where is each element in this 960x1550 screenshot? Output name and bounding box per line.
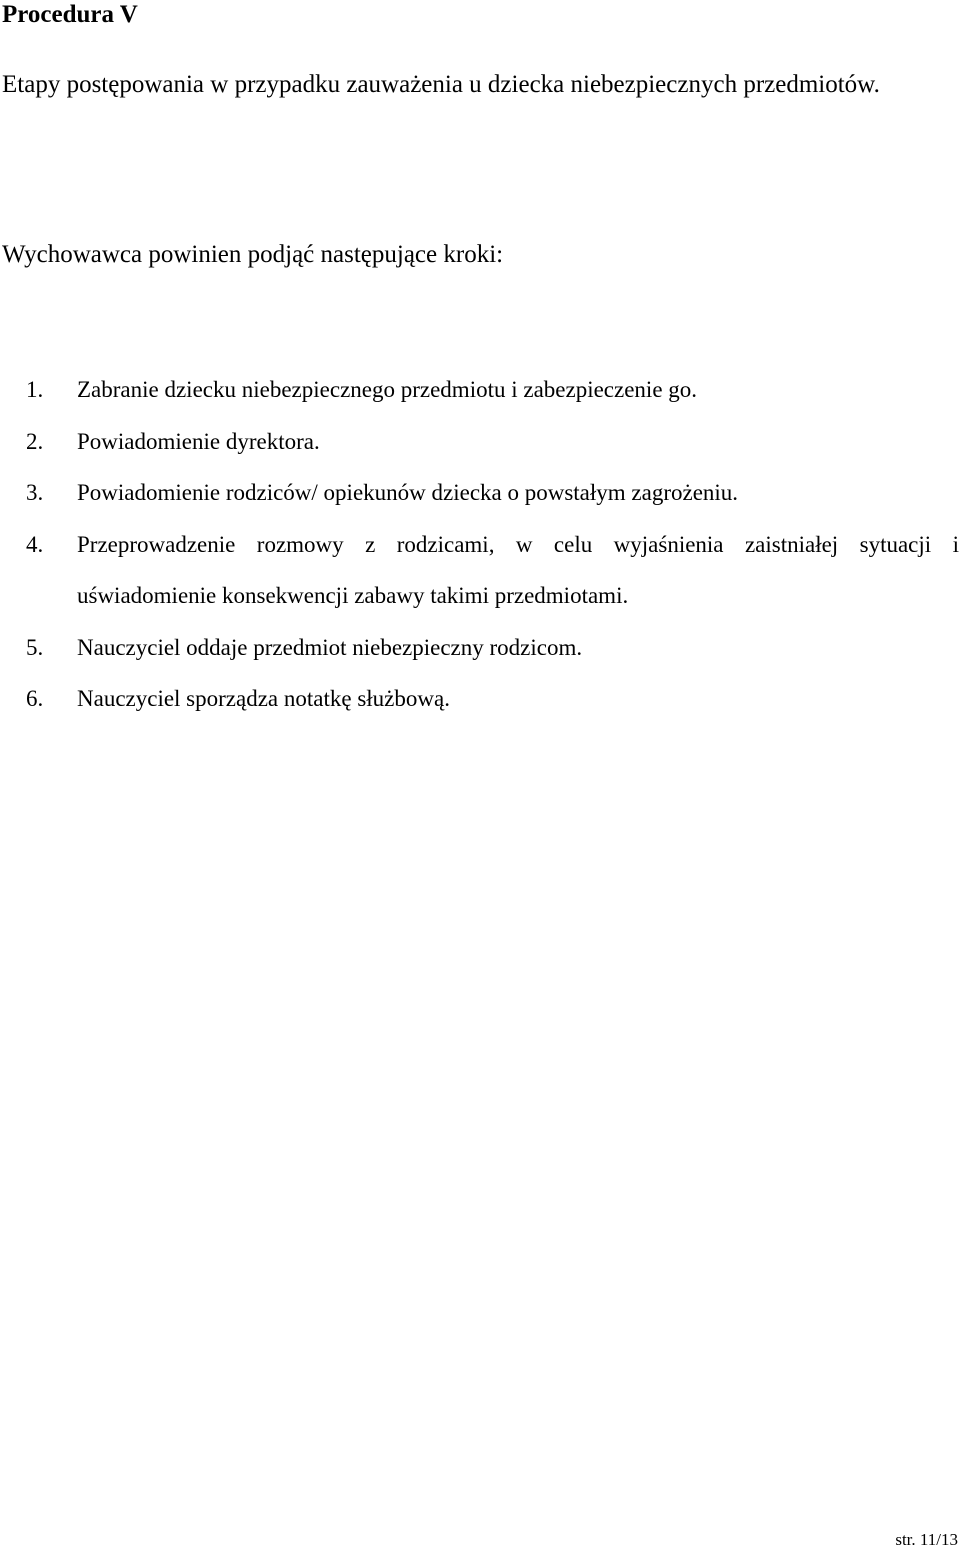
list-item (0, 416, 959, 468)
step-number: 4. (26, 531, 44, 557)
step-text: Powiadomienie dyrektora. (77, 428, 320, 454)
step-number: 3. (26, 480, 44, 505)
step-text: Przeprowadzenie rozmowy z rodzicami, w celu wyjaśnienia zaistniałej sytuacji i uświadomienie konsekwencji zabawy takimi przedmiotami. (77, 531, 959, 608)
list-item (0, 673, 959, 725)
step-text: Nauczyciel sporządza notatkę służbową. (77, 686, 450, 711)
list-item (0, 467, 959, 519)
step-number: 6. (26, 686, 44, 711)
step-number: 5. (26, 634, 44, 660)
list-item (0, 519, 959, 622)
steps-lead-text: Wychowawca powinien podjąć następujące kroki: (2, 241, 504, 268)
step-number: 2. (26, 428, 44, 454)
page-title: Procedura V (2, 1, 138, 28)
list-item (0, 364, 959, 416)
step-number: 1. (26, 377, 44, 402)
steps-list (0, 364, 960, 725)
page-number: str. 11/13 (895, 1530, 958, 1549)
step-text: Nauczyciel oddaje przedmiot niebezpieczny rodzicom. (77, 634, 583, 660)
step-text: Zabranie dziecku niebezpiecznego przedmiotu i zabezpieczenie go. (77, 377, 698, 402)
intro-paragraph: Etapy postępowania w przypadku zauważenia u dziecka niebezpiecznych przedmiotów. (2, 71, 880, 98)
step-text: Powiadomienie rodziców/ opiekunów dziecka o powstałym zagrożeniu. (77, 480, 739, 505)
list-item (0, 622, 959, 674)
